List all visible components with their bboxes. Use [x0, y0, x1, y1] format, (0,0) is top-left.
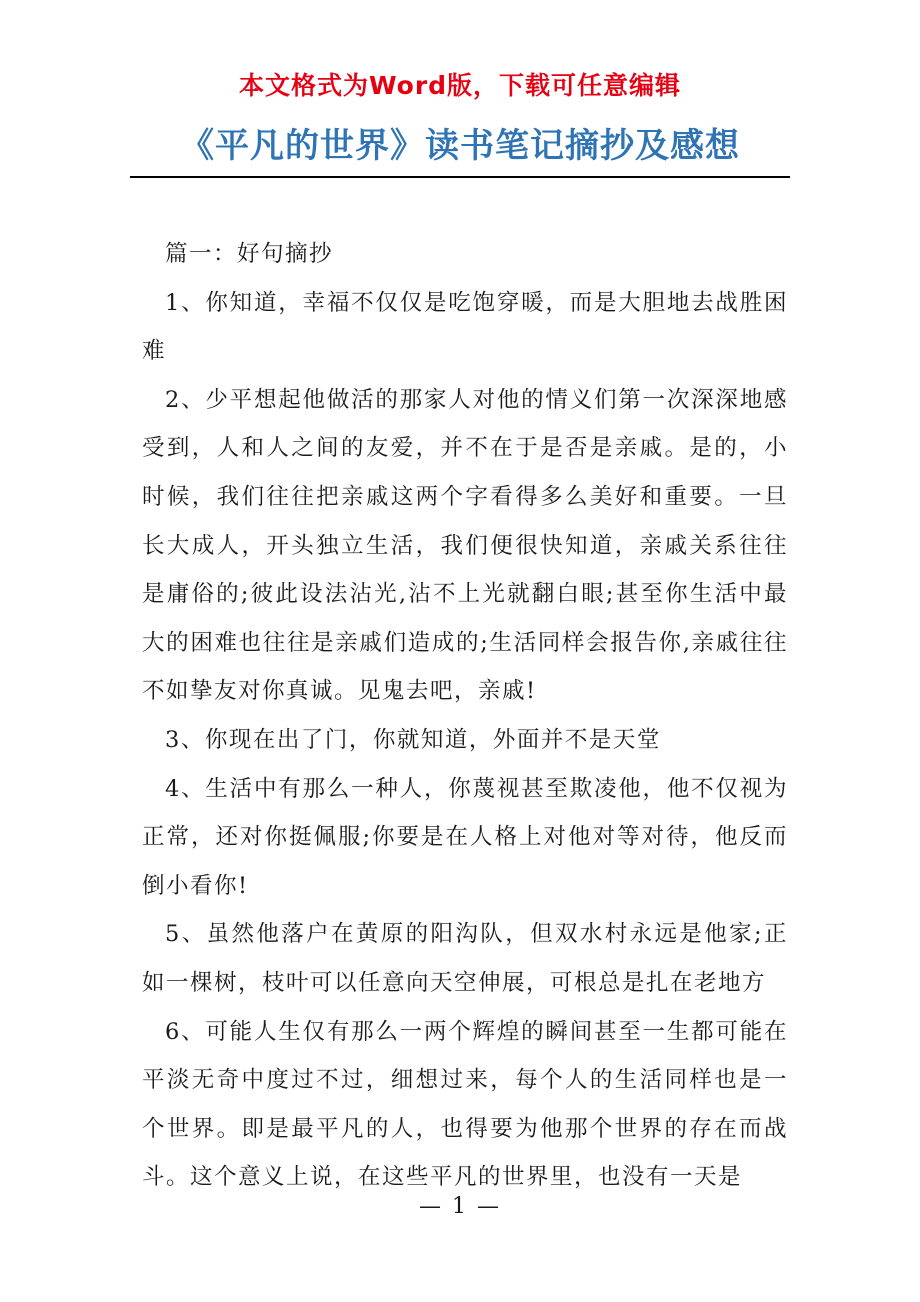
page-number: — 1 —: [419, 1194, 501, 1219]
paragraph: 4、生活中有那么一种人，你蔑视甚至欺凌他，他不仅视为正常，还对你挺佩服;你要是在人格上对他对等对待，他反而倒小看你!: [142, 775, 788, 899]
download-banner: 本文格式为Word版，下载可任意编辑: [238, 71, 682, 100]
paragraph: 5、虽然他落户在黄原的阳沟队，但双水村永远是他家;正如一棵树，枝叶可以任意向天空伸展，可根总是扎在老地方: [142, 921, 788, 996]
title-divider: [130, 176, 790, 178]
document-title: 《平凡的世界》读书笔记摘抄及感想: [180, 126, 740, 166]
paragraph: 3、你现在出了门，你就知道，外面并不是天堂: [165, 726, 661, 753]
section-heading: 篇一：好句摘抄: [165, 241, 334, 267]
paragraph: 2、少平想起他做活的那家人对他的情义们第一次深深地感受到，人和人之间的友爱，并不在于是否是亲戚。是的，小时候，我们往往把亲戚这两个字看得多么美好和重要。一旦长大成人，开头独立生活，我们便很快知道，亲戚关系往往是庸俗的;彼此设法沾光,沾不上光就翻白眼;甚至你生活中最大的困难也往往是亲戚们造成的;生活同样会报告你,亲戚往往不如挚友对你真诚。见鬼去吧，亲戚!: [142, 386, 788, 705]
paragraph: 1、你知道，幸福不仅仅是吃饱穿暖，而是大胆地去战胜困难: [142, 289, 788, 365]
document-body: [142, 230, 788, 1202]
paragraph: 6、可能人生仅有那么一两个辉煌的瞬间甚至一生都可能在平淡无奇中度过不过，细想过来，每个人的生活同样也是一个世界。即是最平凡的人，也得要为他那个世界的存在而战斗。这个意义上说，在这些平凡的世界里，也没有一天是: [142, 1018, 788, 1191]
